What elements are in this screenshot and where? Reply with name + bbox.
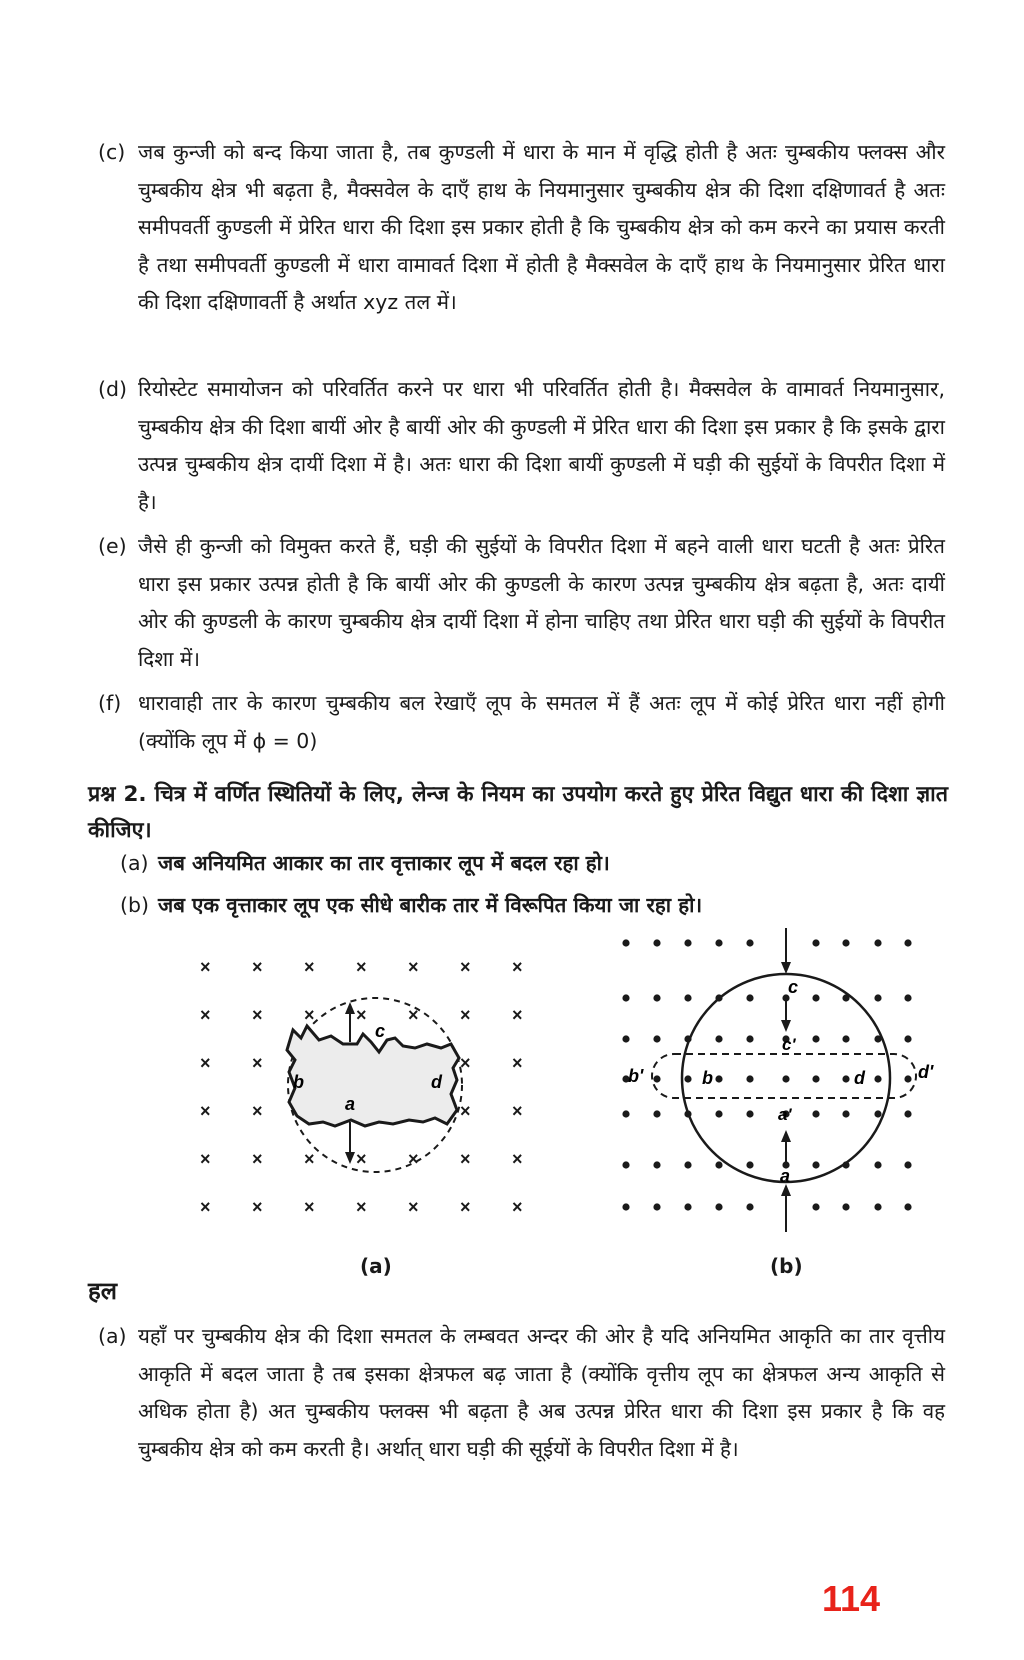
question-part-label: (b) bbox=[120, 893, 150, 917]
field-dot bbox=[653, 939, 660, 946]
field-cross: × bbox=[252, 1101, 263, 1121]
field-cross: × bbox=[304, 1197, 315, 1217]
question-text: प्रश्न 2. चित्र में वर्णित स्थितियों के लिए, लेन्ज के नियम का उपयोग करते हुए प्रेरित विद्युत धारा की दिशा ज्ञात कीजिए। bbox=[88, 782, 948, 843]
field-dot bbox=[812, 1161, 819, 1168]
figure-b-caption: (b) bbox=[770, 1254, 803, 1278]
field-dot bbox=[904, 1203, 911, 1210]
field-cross: × bbox=[512, 960, 523, 977]
field-cross: × bbox=[460, 1149, 471, 1169]
field-dot bbox=[812, 1110, 819, 1117]
figure-b-label-a: a bbox=[780, 1166, 791, 1186]
magnetic-field-dots bbox=[622, 939, 911, 1210]
solution-label: (a) bbox=[98, 1324, 127, 1348]
field-cross: × bbox=[200, 960, 211, 977]
field-cross: × bbox=[356, 960, 367, 977]
field-cross: × bbox=[512, 1149, 523, 1169]
field-dot bbox=[904, 1161, 911, 1168]
paragraph-text: जैसे ही कुन्जी को विमुक्त करते हैं, घड़ी की सुईयों के विपरीत दिशा में बहने वाली धारा घटती है अतः प्रेरित धारा इस प्रकार उत्पन्न होती है कि बायीं ओर की कुण्डली के कारण उत्पन्न चुम्बकीय क्षेत्र बढ़ता है, अतः दायीं ओर की कुण्डली के कारण चुम्बकीय क्षेत्र दायीं दिशा में होना चाहिए तथा प्रेरित धारा घड़ी की सुईयों के विपरीत दिशा में। bbox=[138, 534, 945, 671]
field-dot bbox=[715, 1035, 722, 1042]
figure-b-label-b: b bbox=[702, 1068, 713, 1088]
field-dot bbox=[842, 1203, 849, 1210]
field-cross: × bbox=[512, 1197, 523, 1217]
field-cross: × bbox=[460, 1053, 471, 1073]
field-cross: × bbox=[304, 1005, 315, 1025]
paragraph-label: (d) bbox=[98, 377, 128, 401]
field-dot bbox=[653, 1075, 660, 1082]
field-cross: × bbox=[460, 1005, 471, 1025]
field-cross: × bbox=[200, 1149, 211, 1169]
field-cross: × bbox=[200, 1053, 211, 1073]
field-dot bbox=[746, 1075, 753, 1082]
field-dot bbox=[715, 1110, 722, 1117]
figure-a-label-b: b bbox=[293, 1072, 304, 1092]
field-cross: × bbox=[512, 1053, 523, 1073]
field-dot bbox=[622, 1035, 629, 1042]
figure-b-label-c: c bbox=[788, 977, 799, 997]
paragraph-label: (c) bbox=[98, 140, 126, 164]
field-dot bbox=[812, 1203, 819, 1210]
field-cross: × bbox=[408, 1149, 419, 1169]
field-dot bbox=[746, 1110, 753, 1117]
field-dot bbox=[684, 1075, 691, 1082]
field-cross: × bbox=[252, 1149, 263, 1169]
solution-heading: हल bbox=[88, 1277, 118, 1305]
field-cross: × bbox=[252, 1053, 263, 1073]
field-dot bbox=[746, 994, 753, 1001]
paragraph-text: रियोस्टेट समायोजन को परिवर्तित करने पर धारा भी परिवर्तित होती है। मैक्सवेल के वामावर्त नियमानुसार, चुम्बकीय क्षेत्र की दिशा बायीं ओर है बायीं ओर की कुण्डली में प्रेरित धारा की दिशा इस प्रकार है कि इसके द्वारा उत्पन्न चुम्बकीय क्षेत्र दायीं दिशा में है। अतः धारा की दिशा बायीं कुण्डली में घड़ी की सुईयों के विपरीत दिशा में है। bbox=[138, 377, 945, 514]
figure-a-label-d: d bbox=[431, 1072, 442, 1092]
field-dot bbox=[684, 1161, 691, 1168]
field-dot bbox=[653, 1110, 660, 1117]
field-dot bbox=[842, 1110, 849, 1117]
figure-b-label-c-prime: c' bbox=[782, 1035, 796, 1054]
question-part-a bbox=[120, 846, 940, 880]
field-cross: × bbox=[252, 1005, 263, 1025]
field-dot bbox=[653, 1203, 660, 1210]
field-dot bbox=[904, 1035, 911, 1042]
field-dot bbox=[653, 1161, 660, 1168]
paragraph-f bbox=[100, 685, 945, 760]
field-dot bbox=[622, 1203, 629, 1210]
field-dot bbox=[874, 939, 881, 946]
field-cross: × bbox=[252, 960, 263, 977]
paragraph-text: धारावाही तार के कारण चुम्बकीय बल रेखाएँ लूप के समतल में हैं अतः लूप में कोई प्रेरित धारा नहीं होगी (क्योंकि लूप में ϕ = 0) bbox=[138, 691, 945, 753]
question-part-text: जब अनियमित आकार का तार वृत्ताकार लूप में बदल रहा हो। bbox=[158, 851, 610, 875]
field-dot bbox=[653, 1035, 660, 1042]
field-cross: × bbox=[356, 1149, 367, 1169]
field-cross: × bbox=[304, 960, 315, 977]
paragraph-c bbox=[100, 134, 945, 322]
field-dot bbox=[746, 1161, 753, 1168]
field-dot bbox=[746, 1035, 753, 1042]
field-cross: × bbox=[304, 1149, 315, 1169]
field-cross: × bbox=[252, 1197, 263, 1217]
paragraph-label: (f) bbox=[98, 691, 122, 715]
field-cross: × bbox=[460, 1101, 471, 1121]
field-dot bbox=[715, 939, 722, 946]
figure-b-label-d: d bbox=[854, 1068, 865, 1088]
field-cross: × bbox=[408, 960, 419, 977]
field-dot bbox=[622, 1161, 629, 1168]
paragraph-e bbox=[100, 528, 945, 678]
field-dot bbox=[904, 994, 911, 1001]
field-dot bbox=[622, 1110, 629, 1117]
figure-a-label-a: a bbox=[345, 1094, 356, 1114]
field-cross: × bbox=[200, 1197, 211, 1217]
field-dot bbox=[874, 1075, 881, 1082]
field-dot bbox=[812, 1075, 819, 1082]
paragraph-text: जब कुन्जी को बन्द किया जाता है, तब कुण्डली में धारा के मान में वृद्धि होती है अतः चुम्बकीय फ्लक्स और चुम्बकीय क्षेत्र भी बढ़ता है, मैक्सवेल के दाएँ हाथ के नियमानुसार चुम्बकीय क्षेत्र की दिशा दक्षिणावर्त है अतः समीपवर्ती कुण्डली में प्रेरित धारा की दिशा इस प्रकार होती है कि चुम्बकीय क्षेत्र को कम करने का प्रयास करती है तथा समीपवर्ती कुण्डली में धारा वामावर्त दिशा में होती है मैक्सवेल के दाएँ हाथ के नियमानुसार प्रेरित धारा की दिशा दक्षिणावर्ती है अर्थात xyz तल में। bbox=[138, 140, 945, 314]
question-part-text: जब एक वृत्ताकार लूप एक सीधे बारीक तार में विरूपित किया जा रहा हो। bbox=[158, 893, 703, 917]
field-dot bbox=[904, 1075, 911, 1082]
figure-b bbox=[610, 920, 940, 1250]
figure-a bbox=[195, 960, 535, 1245]
field-cross: × bbox=[512, 1101, 523, 1121]
field-dot bbox=[874, 1161, 881, 1168]
solution-part-a bbox=[100, 1318, 945, 1468]
field-dot bbox=[622, 939, 629, 946]
page-number: 114 bbox=[822, 1578, 881, 1619]
field-dot bbox=[684, 939, 691, 946]
field-dot bbox=[746, 939, 753, 946]
question-part-label: (a) bbox=[120, 851, 149, 875]
field-cross: × bbox=[200, 1101, 211, 1121]
field-dot bbox=[622, 994, 629, 1001]
field-dot bbox=[904, 1110, 911, 1117]
field-dot bbox=[812, 994, 819, 1001]
figure-a-label-c: c bbox=[375, 1021, 386, 1041]
field-cross: × bbox=[460, 1197, 471, 1217]
field-dot bbox=[684, 994, 691, 1001]
field-cross: × bbox=[512, 1005, 523, 1025]
field-cross: × bbox=[460, 960, 471, 977]
question-part-b bbox=[120, 888, 940, 922]
field-dot bbox=[715, 1161, 722, 1168]
field-dot bbox=[746, 1203, 753, 1210]
field-dot bbox=[874, 1203, 881, 1210]
field-dot bbox=[653, 994, 660, 1001]
field-cross: × bbox=[200, 1005, 211, 1025]
figure-b-label-b-prime: b' bbox=[628, 1066, 644, 1086]
field-dot bbox=[812, 939, 819, 946]
field-cross: × bbox=[408, 1197, 419, 1217]
field-dot bbox=[715, 1203, 722, 1210]
figure-a-caption: (a) bbox=[360, 1254, 392, 1278]
field-dot bbox=[842, 1075, 849, 1082]
paragraph-d bbox=[100, 371, 945, 521]
paragraph-label: (e) bbox=[98, 534, 127, 558]
field-dot bbox=[842, 1035, 849, 1042]
field-dot bbox=[904, 939, 911, 946]
field-cross: × bbox=[356, 1005, 367, 1025]
field-dot bbox=[842, 939, 849, 946]
field-dot bbox=[715, 1075, 722, 1082]
field-cross: × bbox=[408, 1005, 419, 1025]
field-dot bbox=[874, 1110, 881, 1117]
figure-b-label-d-prime: d' bbox=[918, 1062, 934, 1082]
field-dot bbox=[684, 1203, 691, 1210]
field-dot bbox=[874, 994, 881, 1001]
field-dot bbox=[782, 1075, 789, 1082]
field-dot bbox=[812, 1035, 819, 1042]
solution-text: यहाँ पर चुम्बकीय क्षेत्र की दिशा समतल के लम्बवत अन्दर की ओर है यदि अनियमित आकृति का तार वृत्तीय आकृति में बदल जाता है तब इसका क्षेत्रफल बढ़ जाता है (क्योंकि वृत्तीय लूप का क्षेत्रफल अन्य आकृति से अधिक होता है) अत चुम्बकीय फ्लक्स भी बढ़ता है अब उत्पन्न प्रेरित धारा की दिशा इस प्रकार है कि वह चुम्बकीय क्षेत्र को कम करती है। अर्थात् धारा घड़ी की सूईयों के विपरीत दिशा में है। bbox=[138, 1324, 945, 1461]
figure-b-label-a-prime: a' bbox=[778, 1105, 792, 1124]
field-cross: × bbox=[356, 1197, 367, 1217]
